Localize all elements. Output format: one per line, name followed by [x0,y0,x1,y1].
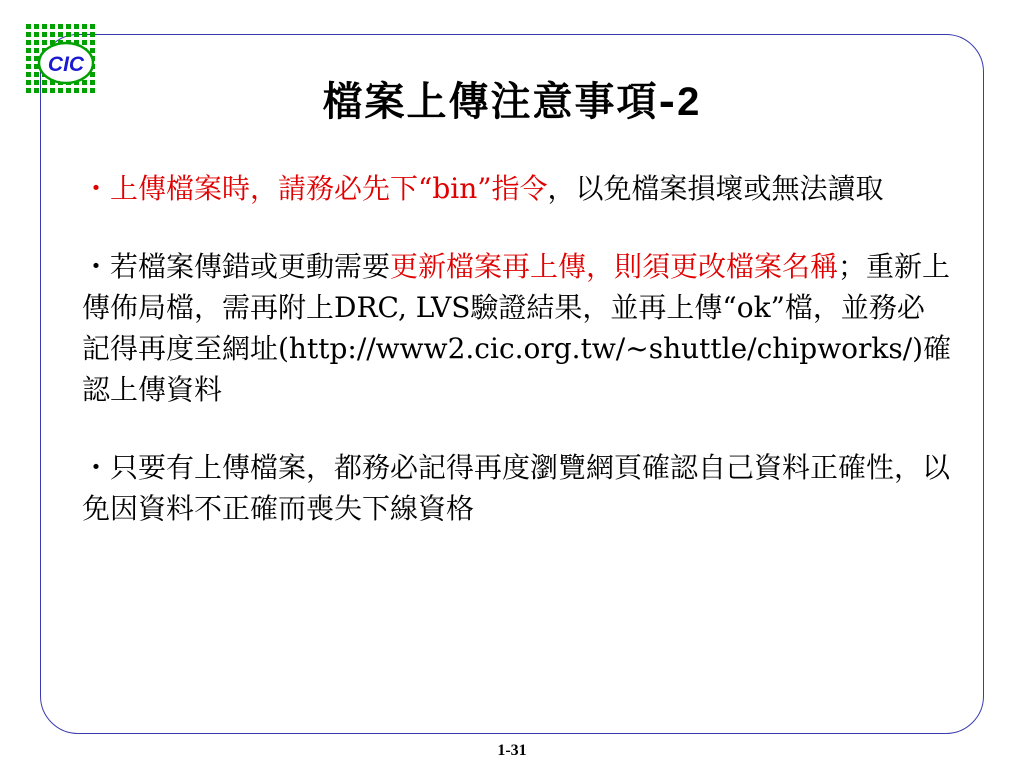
logo-grid-cell [50,32,55,37]
logo-text: CIC [47,53,85,76]
logo-grid-cell [90,24,95,29]
logo-grid-cell [82,24,87,29]
logo-grid-cell [34,48,39,53]
title-text: 檔案上傳注意事項- [322,78,678,125]
logo-grid-cell [34,24,39,29]
logo-grid-cell [82,32,87,37]
logo-grid-cell [34,40,39,45]
logo-grid-cell [58,24,63,29]
bullet-segment: ・若檔案傳錯或更動需要 [82,250,391,283]
logo-grid-cell [66,24,71,29]
logo-grid-cell [26,64,31,69]
logo-grid-cell [90,32,95,37]
logo-grid-cell [50,24,55,29]
logo-grid-cell [82,40,87,45]
page-title [0,70,1024,127]
logo-grid-cell [26,40,31,45]
logo-grid-cell [26,56,31,61]
title-number: 2 [677,80,702,124]
logo-grid-cell [42,40,47,45]
bullet-segment: ；重新上傳佈局檔，需再附上DRC, LVS驗證結果，並再上傳“ok”檔，並務必記得再度至網址(http://www2.cic.org.tw/~shuttle/chipworks/)確認上傳資料 [82,250,952,406]
logo-grid-cell [42,24,47,29]
logo-grid-cell [58,32,63,37]
logo-grid-cell [90,40,95,45]
bullet-segment: ，以免檔案損壞或無法讀取 [547,172,884,205]
logo-grid-cell [26,24,31,29]
logo-grid-cell [74,32,79,37]
logo-grid-cell [90,48,95,53]
logo-grid-cell [74,24,79,29]
bullet-reupload [82,246,952,410]
logo-grid-cell [26,32,31,37]
page-number: 1-31 [497,742,527,759]
bullet-verify [82,447,952,529]
bullet-segment: 更新檔案再上傳，則須更改檔案名稱 [390,250,839,283]
bullet-segment: ・只要有上傳檔案，都務必記得再度瀏覽網頁確認自己資料正確性，以免因資料不正確而喪失下線資格 [82,451,951,525]
bullet-segment: ・上傳檔案時，請務必先下“bin”指令 [82,172,548,205]
logo-grid-cell [42,32,47,37]
content-body [82,168,952,566]
logo-grid-cell [34,32,39,37]
logo-grid-cell [66,32,71,37]
logo-grid-cell [26,48,31,53]
bullet-upload-bin [82,168,952,209]
